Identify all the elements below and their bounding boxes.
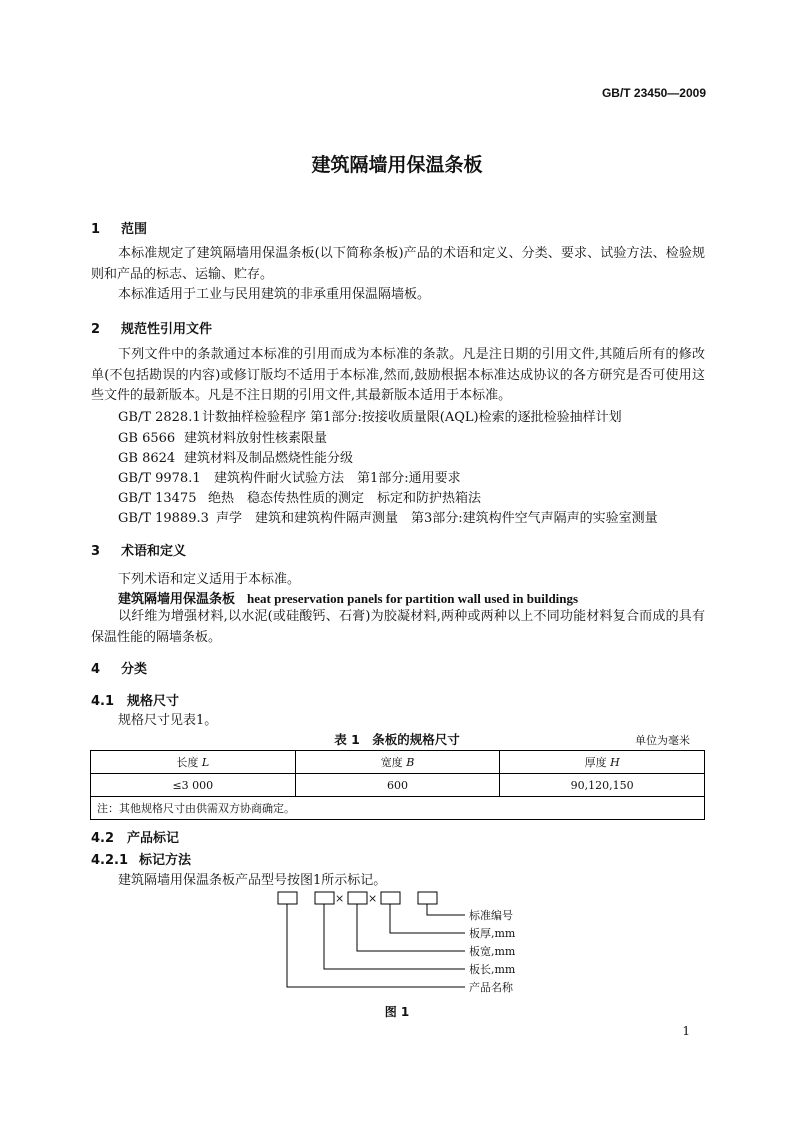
reference-title: 建筑材料放射性核素限量	[184, 431, 328, 446]
reference-code: GB/T 9978.1	[118, 471, 201, 486]
reference-title: 声学 建筑和建筑构件隔声测量 第3部分:建筑构件空气声隔声的实验室测量	[216, 511, 658, 526]
section-1-paragraph-2: 本标准适用于工业与民用建筑的非承重用保温隔墙板。	[118, 287, 431, 302]
multiply-sign: ×	[368, 892, 378, 905]
box-product-name	[278, 892, 297, 904]
header-label: 厚度	[584, 756, 611, 769]
reference-code: GB/T 2828.1	[118, 410, 201, 425]
section-title: 术语和定义	[121, 544, 187, 559]
header-variable: B	[406, 756, 415, 769]
section-title: 范围	[121, 222, 148, 237]
section-number: 4.2.1	[91, 853, 129, 868]
box-thickness	[381, 892, 400, 904]
reference-title: 计数抽样检验程序 第1部分:按接收质量限(AQL)检索的逐批检验抽样计划	[202, 410, 622, 425]
section-number: 4	[91, 662, 101, 677]
label-thickness: 板厚,mm	[469, 927, 516, 940]
figure-caption: 图 1	[384, 1005, 410, 1019]
box-width	[348, 892, 367, 904]
table-cell: ≤3 000	[91, 774, 296, 797]
section-number: 3	[91, 544, 101, 559]
section-number: 4.2	[91, 831, 115, 846]
section-number: 4.1	[91, 694, 115, 709]
box-standard-number	[418, 892, 437, 904]
section-title: 标记方法	[139, 853, 192, 868]
section-3-intro: 下列术语和定义适用于本标准。	[118, 572, 301, 587]
leader-line	[287, 904, 465, 987]
reference-title: 建筑构件耐火试验方法 第1部分:通用要求	[214, 471, 461, 486]
standard-number: GB/T 23450—2009	[601, 86, 706, 100]
term-english: heat preservation panels for partition wall used in buildings	[247, 591, 579, 606]
reference-title: 建筑材料及制品燃烧性能分级	[184, 451, 354, 466]
reference-code: GB/T 19889.3	[118, 511, 209, 526]
section-title: 规范性引用文件	[121, 322, 213, 337]
reference-code: GB 6566	[118, 431, 176, 446]
section-2-paragraph: 下列文件中的条款通过本标准的引用而成为本标准的条款。凡是注日期的引用文件,其随后所有的修改单(不包括勘误的内容)或修订版均不适用于本标准,然而,鼓励根据本标准达成协议的各方研究是否可使用这些文件的最新版本。凡是不注日期的引用文件,其最新版本适用于本标准。	[91, 347, 705, 403]
document-title: 建筑隔墙用保温条板	[311, 154, 483, 176]
header-label: 长度	[176, 756, 202, 769]
page-number: 1	[682, 1024, 690, 1038]
table-cell: 90,120,150	[500, 774, 705, 797]
reference-code: GB 8624	[118, 451, 176, 466]
section-4-1-text: 规格尺寸见表1。	[118, 713, 218, 728]
reference-code: GB/T 13475	[118, 491, 197, 506]
box-length	[315, 892, 334, 904]
term-definition: 以纤维为增强材料,以水泥(或硅酸钙、石膏)为胶凝材料,两种或两种以上不同功能材料复合而成的具有保温性能的隔墙条板。	[91, 609, 705, 645]
section-number: 1	[91, 222, 101, 237]
label-standard-number: 标准编号	[469, 909, 513, 922]
section-4-2-1-text: 建筑隔墙用保温条板产品型号按图1所示标记。	[118, 873, 387, 888]
table-unit: 单位为毫米	[635, 734, 690, 747]
leader-line	[324, 904, 465, 969]
label-length: 板长,mm	[469, 963, 516, 976]
section-title: 产品标记	[127, 831, 180, 846]
label-width: 板宽,mm	[469, 945, 516, 958]
header-variable: H	[610, 756, 620, 769]
section-title: 分类	[121, 662, 148, 677]
term-chinese: 建筑隔墙用保温条板	[118, 592, 236, 607]
table-note: 注：其他规格尺寸由供需双方协商确定。	[91, 797, 705, 820]
multiply-sign: ×	[335, 892, 345, 905]
leader-line	[427, 904, 465, 915]
label-product-name: 产品名称	[469, 981, 513, 994]
leader-line	[357, 904, 465, 951]
header-variable: L	[201, 756, 210, 769]
table-cell: 600	[295, 774, 500, 797]
reference-title: 绝热 稳态传热性质的测定 标定和防护热箱法	[208, 491, 482, 506]
header-label: 宽度	[380, 756, 407, 769]
section-1-paragraph-1: 本标准规定了建筑隔墙用保温条板(以下简称条板)产品的术语和定义、分类、要求、试验方法、检验规则和产品的标志、运输、贮存。	[91, 246, 705, 282]
section-title: 规格尺寸	[127, 694, 180, 709]
section-number: 2	[91, 322, 101, 337]
table-caption: 表 1 条板的规格尺寸	[334, 732, 460, 747]
